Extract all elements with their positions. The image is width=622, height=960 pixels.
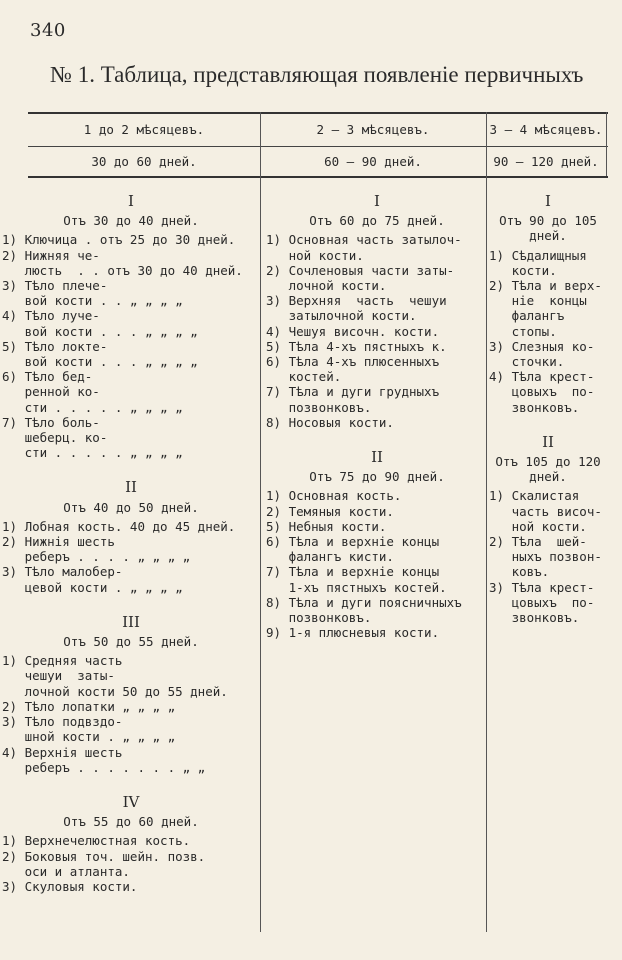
list-item: 7) Тѣло боль- шеберц. ко- сти . . . . . „ „ „ „ [2, 414, 183, 461]
section-range: Отъ 50 до 55 дней. [63, 634, 199, 650]
list-item: 3) Тѣло плече- вой кости . . „ „ „ „ [2, 278, 183, 309]
list-item: 1) Ключица . отъ 25 до 30 дней. [2, 232, 236, 248]
section-c1-3 [2, 612, 260, 775]
column-3-months-3-4 [489, 190, 607, 645]
list-item: 2) Сочленовыя части заты- лочной кости. [266, 262, 455, 294]
list-item: 5) Тѣла 4-хъ пястныхъ к. [266, 338, 447, 354]
section-range: Отъ 55 до 60 дней. [63, 814, 199, 830]
column-2-months-2-3 [266, 190, 488, 660]
list-item: 2) Тѣла и верх- ніе концы фалангъ стопы. [489, 278, 602, 339]
list-item: 2) Боковыя точ. шейн. позв. оси и атланта. [2, 848, 206, 879]
header-bottom-rule [28, 176, 608, 178]
list-item: 2) Темяныя кости. [266, 503, 394, 519]
table-right-edge [606, 112, 607, 176]
list-item: 3) Тѣло малобер- цевой кости . „ „ „ „ [2, 564, 183, 595]
list-item: 5) Тѣло локте- вой кости . . . „ „ „ „ [2, 338, 198, 370]
header-col1-days: 30 до 60 дней. [91, 154, 197, 169]
list-item: 2) Тѣло лопатки „ „ „ „ [2, 698, 176, 714]
list-item: 9) 1-я плюсневыя кости. [266, 625, 440, 641]
ossification-table [2, 112, 608, 932]
section-range: Отъ 75 до 90 дней. [309, 469, 445, 485]
column-1-months-1-2 [2, 190, 260, 914]
list-item: 8) Тѣла и дуги поясничныхъ позвонковъ. [266, 594, 462, 626]
section-range: Отъ 60 до 75 дней. [309, 213, 445, 229]
list-item: 3) Скуловыя кости. [2, 878, 138, 894]
header-mid-rule [28, 146, 608, 147]
section-range: Отъ 90 до 105 дней. [499, 213, 597, 244]
list-item: 2) Тѣла шей- ныхъ позвон- ковъ. [489, 534, 602, 580]
section-range: Отъ 30 до 40 дней. [63, 213, 199, 229]
list-item: 6) Тѣла и верхніе концы фалангъ кисти. [266, 534, 440, 565]
section-numeral: II [542, 432, 554, 451]
section-c1-2 [2, 480, 260, 594]
section-numeral: II [371, 448, 383, 467]
section-numeral: II [125, 478, 137, 497]
section-c2-2 [266, 450, 488, 640]
list-item: 5) Небныя кости. [266, 518, 387, 534]
section-range: Отъ 40 до 50 дней. [63, 499, 199, 515]
header-col3-days: 90 — 120 дней. [493, 154, 599, 169]
header-col3-months: 3 — 4 мѣсяцевъ. [489, 122, 603, 137]
section-range: Отъ 105 до 120 дней. [495, 454, 601, 485]
section-numeral: IV [122, 792, 140, 811]
section-c2-1 [266, 194, 488, 430]
list-item: 1) Основная часть затылоч- ной кости. [266, 232, 462, 263]
page-number: 340 [30, 20, 66, 41]
list-item: 2) Нижняя че- люсть . . отъ 30 до 40 дней. [2, 247, 243, 278]
section-c3-1 [489, 194, 607, 415]
list-item: 4) Чешуя височн. кости. [266, 323, 440, 339]
header-col2-months: 2 — 3 мѣсяцевъ. [316, 122, 430, 137]
list-item: 4) Тѣла крест- цовыхъ по- звонковъ. [489, 369, 595, 415]
section-numeral: I [545, 192, 551, 210]
column-divider-1 [260, 112, 261, 932]
list-item: 4) Тѣло луче- вой кости . . . „ „ „ „ [2, 308, 198, 339]
header-col2-days: 60 — 90 дней. [324, 154, 422, 169]
list-item: 3) Тѣла крест- цовыхъ по- звонковъ. [489, 579, 595, 626]
header-col1-months: 1 до 2 мѣсяцевъ. [83, 122, 205, 137]
list-item: 1) Верхнечелюстная кость. [2, 833, 191, 849]
section-numeral: I [128, 192, 134, 210]
list-item: 6) Тѣла 4-хъ плюсенныхъ костей. [266, 354, 440, 385]
list-item: 8) Носовыя кости. [266, 414, 394, 430]
section-c1-4 [2, 792, 260, 894]
list-item: 6) Тѣло бед- ренной ко- сти . . . . . „ „ „ „ [2, 369, 183, 415]
section-numeral: III [122, 612, 140, 631]
list-item: 1) Скалистая часть височ- ной кости. [489, 488, 602, 534]
table-top-rule [28, 112, 608, 114]
list-item: 3) Верхняя часть чешуи затылочной кости. [266, 293, 447, 324]
page-title: № 1. Таблица, представляющая появленіе первичныхъ [50, 62, 584, 87]
section-numeral: I [374, 192, 380, 210]
section-c1-1 [2, 194, 260, 460]
list-item: 2) Нижнія шесть реберъ . . . . „ „ „ „ [2, 534, 191, 565]
list-item: 3) Тѣло подвздо- шной кости . „ „ „ „ [2, 714, 176, 745]
list-item: 7) Тѣла и дуги грудныхъ позвонковъ. [266, 384, 440, 415]
list-item: 1) Сѣдалищныя кости. [489, 247, 587, 278]
list-item: 4) Верхнія шесть реберъ . . . . . . . „ „ [2, 744, 206, 775]
list-item: 3) Слезныя ко- сточки. [489, 338, 595, 370]
list-item: 1) Средняя часть чешуи заты- лочной кости 50 до 55 дней. [2, 653, 228, 699]
list-item: 7) Тѣла и верхніе концы 1-хъ пястныхъ костей. [266, 564, 447, 595]
list-item: 1) Основная кость. [266, 488, 402, 504]
section-c3-2 [489, 432, 607, 626]
list-item: 1) Лобная кость. 40 до 45 дней. [2, 518, 236, 534]
